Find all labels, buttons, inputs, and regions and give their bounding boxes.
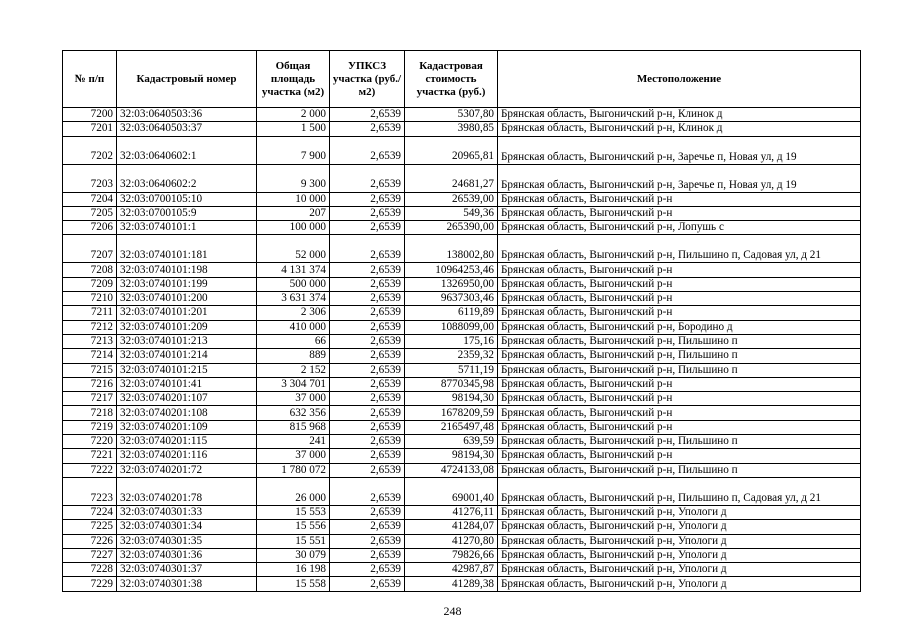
cost-cell: 20965,81 [405, 136, 498, 164]
cadastral-number-cell: 32:03:0640503:37 [117, 122, 257, 136]
area-cell: 26 000 [257, 477, 330, 505]
location-cell: Брянская область, Выгоничский р-н, Пильшино п [498, 363, 861, 377]
area-cell: 7 900 [257, 136, 330, 164]
row-number-cell: 7212 [63, 320, 117, 334]
cadastral-number-cell: 32:03:0740301:33 [117, 505, 257, 519]
rate-cell: 2,6539 [330, 136, 405, 164]
row-number-cell: 7202 [63, 136, 117, 164]
location-cell: Брянская область, Выгоничский р-н, Пильшино п [498, 435, 861, 449]
table-row [63, 320, 861, 334]
row-number-cell: 7224 [63, 505, 117, 519]
rate-cell: 2,6539 [330, 520, 405, 534]
row-number-cell: 7217 [63, 392, 117, 406]
area-cell: 30 079 [257, 548, 330, 562]
rate-cell: 2,6539 [330, 221, 405, 235]
cadastral-number-cell: 32:03:0640503:36 [117, 108, 257, 122]
area-cell: 632 356 [257, 406, 330, 420]
area-cell: 3 631 374 [257, 292, 330, 306]
cost-cell: 549,36 [405, 206, 498, 220]
cost-cell: 1678209,59 [405, 406, 498, 420]
cost-cell: 42987,87 [405, 563, 498, 577]
row-number-cell: 7229 [63, 577, 117, 591]
rate-cell: 2,6539 [330, 292, 405, 306]
location-cell: Брянская область, Выгоничский р-н, Упологи д [498, 563, 861, 577]
table-row [63, 406, 861, 420]
rate-cell: 2,6539 [330, 463, 405, 477]
location-cell: Брянская область, Выгоничский р-н, Упологи д [498, 520, 861, 534]
rate-cell: 2,6539 [330, 277, 405, 291]
area-cell: 66 [257, 334, 330, 348]
table-row [63, 435, 861, 449]
rate-cell: 2,6539 [330, 477, 405, 505]
row-number-cell: 7220 [63, 435, 117, 449]
cadastral-number-cell: 32:03:0740201:109 [117, 420, 257, 434]
location-cell: Брянская область, Выгоничский р-н [498, 392, 861, 406]
rate-cell: 2,6539 [330, 192, 405, 206]
cadastral-number-cell: 32:03:0740201:72 [117, 463, 257, 477]
cadastral-number-cell: 32:03:0700105:10 [117, 192, 257, 206]
row-number-cell: 7227 [63, 548, 117, 562]
location-cell: Брянская область, Выгоничский р-н [498, 206, 861, 220]
cadastral-number-cell: 32:03:0740101:200 [117, 292, 257, 306]
row-number-cell: 7218 [63, 406, 117, 420]
location-cell: Брянская область, Выгоничский р-н, Пильшино п, Садовая ул, д 21 [498, 477, 861, 505]
cost-cell: 2165497,48 [405, 420, 498, 434]
location-cell: Брянская область, Выгоничский р-н, Упологи д [498, 577, 861, 591]
area-cell: 16 198 [257, 563, 330, 577]
cadastral-number-cell: 32:03:0740201:78 [117, 477, 257, 505]
table-row [63, 136, 861, 164]
cost-cell: 41276,11 [405, 505, 498, 519]
rate-cell: 2,6539 [330, 122, 405, 136]
table-row [63, 108, 861, 122]
cost-cell: 79826,66 [405, 548, 498, 562]
rate-cell: 2,6539 [330, 392, 405, 406]
area-cell: 2 152 [257, 363, 330, 377]
table-row [63, 235, 861, 263]
header-cost: Кадастровая стоимость участка (руб.) [405, 51, 498, 108]
rate-cell: 2,6539 [330, 420, 405, 434]
rate-cell: 2,6539 [330, 505, 405, 519]
area-cell: 815 968 [257, 420, 330, 434]
rate-cell: 2,6539 [330, 263, 405, 277]
table-row [63, 563, 861, 577]
cost-cell: 69001,40 [405, 477, 498, 505]
location-cell: Брянская область, Выгоничский р-н, Заречье п, Новая ул, д 19 [498, 164, 861, 192]
page-number: 248 [443, 604, 462, 618]
header-location: Местоположение [498, 51, 861, 108]
location-cell: Брянская область, Выгоничский р-н, Упологи д [498, 534, 861, 548]
cost-cell: 138002,80 [405, 235, 498, 263]
cadastral-number-cell: 32:03:0740201:107 [117, 392, 257, 406]
cost-cell: 41284,07 [405, 520, 498, 534]
location-cell: Брянская область, Выгоничский р-н, Упологи д [498, 548, 861, 562]
cost-cell: 26539,00 [405, 192, 498, 206]
row-number-cell: 7208 [63, 263, 117, 277]
row-number-cell: 7225 [63, 520, 117, 534]
cadastral-number-cell: 32:03:0740201:108 [117, 406, 257, 420]
cost-cell: 175,16 [405, 334, 498, 348]
cost-cell: 265390,00 [405, 221, 498, 235]
row-number-cell: 7213 [63, 334, 117, 348]
area-cell: 4 131 374 [257, 263, 330, 277]
cost-cell: 5711,19 [405, 363, 498, 377]
table-row [63, 392, 861, 406]
row-number-cell: 7204 [63, 192, 117, 206]
cadastral-number-cell: 32:03:0740101:201 [117, 306, 257, 320]
area-cell: 9 300 [257, 164, 330, 192]
cadastral-number-cell: 32:03:0740301:35 [117, 534, 257, 548]
area-cell: 37 000 [257, 392, 330, 406]
row-number-cell: 7222 [63, 463, 117, 477]
area-cell: 2 000 [257, 108, 330, 122]
location-cell: Брянская область, Выгоничский р-н [498, 292, 861, 306]
header-rate: УПКСЗ участка (руб./м2) [330, 51, 405, 108]
location-cell: Брянская область, Выгоничский р-н, Пильшино п, Садовая ул, д 21 [498, 235, 861, 263]
rate-cell: 2,6539 [330, 108, 405, 122]
area-cell: 100 000 [257, 221, 330, 235]
table-row [63, 420, 861, 434]
table-row [63, 192, 861, 206]
table-row [63, 477, 861, 505]
cadastral-number-cell: 32:03:0700105:9 [117, 206, 257, 220]
cadastral-number-cell: 32:03:0740301:37 [117, 563, 257, 577]
table-row [63, 449, 861, 463]
cadastral-number-cell: 32:03:0740101:181 [117, 235, 257, 263]
row-number-cell: 7203 [63, 164, 117, 192]
rate-cell: 2,6539 [330, 377, 405, 391]
cadastral-number-cell: 32:03:0740101:198 [117, 263, 257, 277]
cost-cell: 4724133,08 [405, 463, 498, 477]
cost-cell: 1326950,00 [405, 277, 498, 291]
rate-cell: 2,6539 [330, 334, 405, 348]
area-cell: 1 780 072 [257, 463, 330, 477]
table-row [63, 377, 861, 391]
table-row [63, 277, 861, 291]
row-number-cell: 7206 [63, 221, 117, 235]
cost-cell: 98194,30 [405, 392, 498, 406]
row-number-cell: 7210 [63, 292, 117, 306]
area-cell: 52 000 [257, 235, 330, 263]
row-number-cell: 7215 [63, 363, 117, 377]
location-cell: Брянская область, Выгоничский р-н, Пильшино п [498, 349, 861, 363]
location-cell: Брянская область, Выгоничский р-н [498, 377, 861, 391]
location-cell: Брянская область, Выгоничский р-н, Заречье п, Новая ул, д 19 [498, 136, 861, 164]
table-row [63, 221, 861, 235]
area-cell: 10 000 [257, 192, 330, 206]
cadastral-number-cell: 32:03:0740301:34 [117, 520, 257, 534]
cost-cell: 2359,32 [405, 349, 498, 363]
row-number-cell: 7211 [63, 306, 117, 320]
table-row [63, 505, 861, 519]
cadastral-number-cell: 32:03:0740101:41 [117, 377, 257, 391]
cost-cell: 24681,27 [405, 164, 498, 192]
rate-cell: 2,6539 [330, 363, 405, 377]
cost-cell: 3980,85 [405, 122, 498, 136]
rate-cell: 2,6539 [330, 406, 405, 420]
location-cell: Брянская область, Выгоничский р-н [498, 306, 861, 320]
rate-cell: 2,6539 [330, 548, 405, 562]
row-number-cell: 7228 [63, 563, 117, 577]
rate-cell: 2,6539 [330, 577, 405, 591]
area-cell: 2 306 [257, 306, 330, 320]
row-number-cell: 7209 [63, 277, 117, 291]
area-cell: 15 558 [257, 577, 330, 591]
cost-cell: 8770345,98 [405, 377, 498, 391]
table-row [63, 263, 861, 277]
rate-cell: 2,6539 [330, 534, 405, 548]
rate-cell: 2,6539 [330, 563, 405, 577]
cost-cell: 98194,30 [405, 449, 498, 463]
cadastral-number-cell: 32:03:0740101:214 [117, 349, 257, 363]
row-number-cell: 7223 [63, 477, 117, 505]
cadastral-number-cell: 32:03:0740101:199 [117, 277, 257, 291]
cadastral-number-cell: 32:03:0740101:209 [117, 320, 257, 334]
area-cell: 3 304 701 [257, 377, 330, 391]
location-cell: Брянская область, Выгоничский р-н [498, 263, 861, 277]
location-cell: Брянская область, Выгоничский р-н, Пильшино п [498, 334, 861, 348]
header-cadastral-number: Кадастровый номер [117, 51, 257, 108]
location-cell: Брянская область, Выгоничский р-н, Упологи д [498, 505, 861, 519]
location-cell: Брянская область, Выгоничский р-н, Клинок д [498, 108, 861, 122]
area-cell: 207 [257, 206, 330, 220]
table-row [63, 520, 861, 534]
table-body [63, 108, 861, 592]
cost-cell: 5307,80 [405, 108, 498, 122]
cost-cell: 41289,38 [405, 577, 498, 591]
area-cell: 15 551 [257, 534, 330, 548]
rate-cell: 2,6539 [330, 435, 405, 449]
header-row-number: № п/п [63, 51, 117, 108]
area-cell: 241 [257, 435, 330, 449]
cost-cell: 10964253,46 [405, 263, 498, 277]
table-row [63, 349, 861, 363]
rate-cell: 2,6539 [330, 235, 405, 263]
rate-cell: 2,6539 [330, 449, 405, 463]
table-row [63, 363, 861, 377]
cost-cell: 41270,80 [405, 534, 498, 548]
area-cell: 410 000 [257, 320, 330, 334]
cadastral-number-cell: 32:03:0740301:38 [117, 577, 257, 591]
row-number-cell: 7200 [63, 108, 117, 122]
location-cell: Брянская область, Выгоничский р-н [498, 192, 861, 206]
cadastral-number-cell: 32:03:0740101:215 [117, 363, 257, 377]
row-number-cell: 7221 [63, 449, 117, 463]
cadastral-number-cell: 32:03:0640602:1 [117, 136, 257, 164]
cadastral-number-cell: 32:03:0740101:213 [117, 334, 257, 348]
cadastral-number-cell: 32:03:0640602:2 [117, 164, 257, 192]
row-number-cell: 7205 [63, 206, 117, 220]
location-cell: Брянская область, Выгоничский р-н, Бородино д [498, 320, 861, 334]
row-number-cell: 7207 [63, 235, 117, 263]
cost-cell: 9637303,46 [405, 292, 498, 306]
table-row [63, 463, 861, 477]
rate-cell: 2,6539 [330, 206, 405, 220]
row-number-cell: 7214 [63, 349, 117, 363]
row-number-cell: 7216 [63, 377, 117, 391]
area-cell: 37 000 [257, 449, 330, 463]
area-cell: 15 556 [257, 520, 330, 534]
location-cell: Брянская область, Выгоничский р-н [498, 406, 861, 420]
cadastral-table [62, 50, 861, 592]
location-cell: Брянская область, Выгоничский р-н [498, 420, 861, 434]
location-cell: Брянская область, Выгоничский р-н [498, 449, 861, 463]
table-row [63, 548, 861, 562]
location-cell: Брянская область, Выгоничский р-н [498, 277, 861, 291]
cadastral-number-cell: 32:03:0740301:36 [117, 548, 257, 562]
table-row [63, 534, 861, 548]
table-row [63, 164, 861, 192]
location-cell: Брянская область, Выгоничский р-н, Лопушь с [498, 221, 861, 235]
rate-cell: 2,6539 [330, 164, 405, 192]
row-number-cell: 7201 [63, 122, 117, 136]
table-row [63, 206, 861, 220]
area-cell: 889 [257, 349, 330, 363]
row-number-cell: 7226 [63, 534, 117, 548]
cadastral-number-cell: 32:03:0740201:115 [117, 435, 257, 449]
rate-cell: 2,6539 [330, 320, 405, 334]
table-row [63, 306, 861, 320]
cost-cell: 6119,89 [405, 306, 498, 320]
table-row [63, 577, 861, 591]
rate-cell: 2,6539 [330, 349, 405, 363]
area-cell: 15 553 [257, 505, 330, 519]
cadastral-number-cell: 32:03:0740101:1 [117, 221, 257, 235]
cost-cell: 639,59 [405, 435, 498, 449]
location-cell: Брянская область, Выгоничский р-н, Клинок д [498, 122, 861, 136]
cadastral-number-cell: 32:03:0740201:116 [117, 449, 257, 463]
area-cell: 1 500 [257, 122, 330, 136]
table-row [63, 334, 861, 348]
table-row [63, 122, 861, 136]
table-header-row [63, 51, 861, 108]
rate-cell: 2,6539 [330, 306, 405, 320]
header-area: Общая площадь участка (м2) [257, 51, 330, 108]
location-cell: Брянская область, Выгоничский р-н, Пильшино п [498, 463, 861, 477]
area-cell: 500 000 [257, 277, 330, 291]
row-number-cell: 7219 [63, 420, 117, 434]
cost-cell: 1088099,00 [405, 320, 498, 334]
table-row [63, 292, 861, 306]
